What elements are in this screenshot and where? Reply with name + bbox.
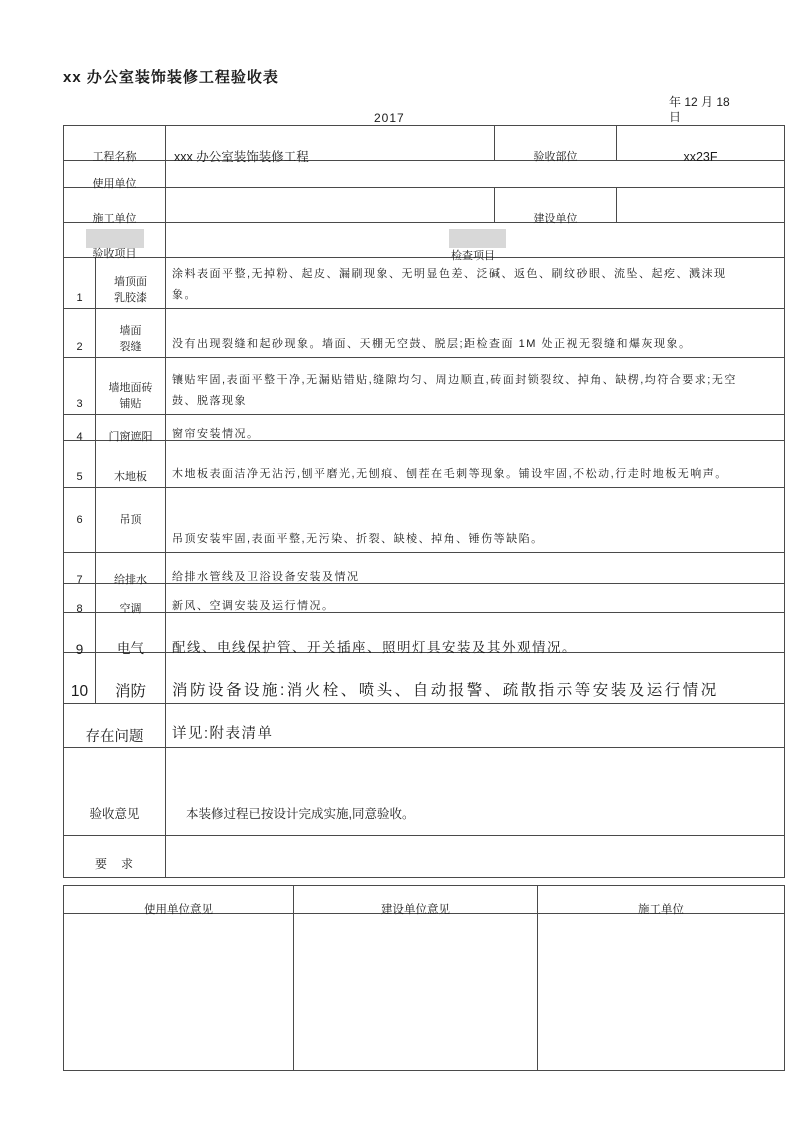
opinion-label: 验收意见 — [89, 807, 140, 821]
item-name: 给排水 — [114, 574, 147, 586]
item-desc-cell — [166, 309, 785, 358]
table-row — [64, 161, 785, 188]
item-no-cell — [64, 441, 96, 488]
item-name-cell — [96, 488, 166, 553]
item-no-cell — [64, 488, 96, 553]
require-value-cell — [166, 836, 785, 878]
construct-unit-header — [538, 886, 785, 914]
opinion-label-cell — [64, 748, 166, 836]
highlight-box — [449, 229, 506, 248]
acceptance-part-label-cell — [495, 126, 617, 161]
item-name-cell — [96, 653, 166, 704]
item-no-cell — [64, 613, 96, 657]
item-name: 墙面 裂缝 — [119, 325, 142, 353]
item-no: 7 — [76, 574, 83, 586]
item-desc: 新风、空调安装及运行情况。 — [172, 600, 335, 612]
table-row — [64, 553, 785, 584]
table-row — [64, 914, 785, 1071]
table-row — [64, 704, 785, 748]
opinion-value-cell — [166, 748, 785, 836]
item-desc: 没有出现裂缝和起砂现象。墙面、天棚无空鼓、脱层;距检查面 1M 处正视无裂缝和爆灰现象。 — [172, 338, 692, 350]
item-name-cell — [96, 415, 166, 441]
item-name-cell — [96, 553, 166, 584]
use-unit-opinion-label: 使用单位意见 — [144, 904, 213, 916]
table-row — [64, 441, 785, 488]
table-row — [64, 415, 785, 441]
table-row — [64, 309, 785, 358]
document-title: xx 办公室装饰装修工程验收表 — [63, 69, 279, 86]
item-name: 消防 — [114, 683, 146, 700]
item-name: 空调 — [119, 603, 142, 615]
item-name: 吊顶 — [119, 514, 142, 526]
item-no-cell — [64, 258, 96, 309]
acceptance-part-value: xx23F — [683, 150, 718, 164]
table-row — [64, 188, 785, 223]
project-name-value: xxx 办公室装饰装修工程 — [174, 150, 309, 164]
construction-unit-label-cell — [64, 188, 166, 223]
table-row — [64, 613, 785, 653]
item-desc: 消防设备设施:消火栓、喷头、自动报警、疏散指示等安装及运行情况 — [172, 682, 719, 699]
table-row — [64, 126, 785, 161]
item-no-cell — [64, 553, 96, 584]
table-row — [64, 258, 785, 309]
item-no: 1 — [76, 292, 83, 304]
item-desc: 配线、电线保护管、开关插座、照明灯具安装及其外观情况。 — [172, 640, 577, 655]
item-name: 墙地面砖 铺贴 — [108, 382, 153, 410]
item-name-cell — [96, 441, 166, 488]
build-unit-opinion-label: 建设单位意见 — [381, 904, 450, 916]
opinion-value: 本装修过程已按设计完成实施,同意验收。 — [186, 807, 415, 821]
item-desc-cell — [166, 358, 785, 415]
item-name: 电气 — [117, 641, 144, 656]
project-name-value-cell — [166, 126, 495, 164]
item-desc-cell — [166, 258, 785, 309]
item-desc-cell — [166, 441, 785, 488]
problems-value: 详见:附表清单 — [172, 726, 274, 742]
item-name: 门窗遮阳 — [108, 431, 153, 443]
item-desc: 窗帘安装情况。 — [172, 428, 260, 440]
item-desc-cell — [166, 653, 785, 704]
build-unit-value-cell — [617, 188, 785, 223]
item-no-cell — [64, 358, 96, 415]
problems-label: 存在问题 — [85, 729, 144, 745]
item-name-cell — [96, 358, 166, 415]
table-row — [64, 653, 785, 704]
problems-label-cell — [64, 704, 166, 748]
item-no: 6 — [76, 513, 83, 526]
table-row — [64, 488, 785, 553]
problems-value-cell — [166, 704, 785, 748]
construction-unit-label: 施工单位 — [92, 213, 137, 225]
item-desc: 涂料表面平整,无掉粉、起皮、漏刷现象、无明显色差、泛碱、返色、刷纹砂眼、流坠、起疙、溅沫现象。 — [172, 268, 727, 301]
item-no: 8 — [76, 603, 83, 615]
construct-unit-label: 施工单位 — [638, 904, 684, 916]
table-row — [64, 358, 785, 415]
item-desc-cell — [166, 613, 785, 653]
use-unit-opinion-header — [64, 886, 294, 914]
table-row — [64, 836, 785, 878]
build-unit-label-cell — [495, 188, 617, 223]
acceptance-part-value-cell — [617, 126, 785, 164]
build-unit-opinion-header — [294, 886, 538, 914]
date-block — [669, 95, 749, 125]
date-year: 2017 — [374, 111, 405, 125]
construct-unit-area — [538, 914, 785, 1071]
require-label-cell — [64, 836, 166, 878]
item-no: 2 — [76, 341, 83, 353]
item-name-cell — [96, 258, 166, 309]
item-no-cell — [64, 415, 96, 441]
date-month-day: 年 12 月 18 — [669, 95, 730, 109]
table-row — [64, 748, 785, 836]
item-name: 木地板 — [114, 471, 147, 483]
check-item-header-cell — [166, 223, 785, 262]
item-desc-cell — [166, 488, 785, 553]
item-desc-cell — [166, 553, 785, 584]
acceptance-part-label: 验收部位 — [533, 151, 578, 163]
item-desc: 木地板表面洁净无沾污,刨平磨光,无刨痕、刨茬在毛刺等现象。铺设牢固,不松动,行走时地板无响声。 — [172, 468, 728, 480]
item-desc-cell — [166, 415, 785, 441]
table-row — [64, 223, 785, 258]
item-no-cell — [64, 653, 96, 704]
item-no: 9 — [75, 642, 84, 657]
check-item-label: 检查项目 — [451, 250, 495, 262]
date-day-suffix: 日 — [669, 110, 682, 124]
item-name-cell — [96, 309, 166, 358]
require-label: 要 求 — [94, 857, 134, 871]
item-desc: 镶贴牢固,表面平整干净,无漏贴错贴,缝隙均匀、周边顺直,砖面封锁裂纹、掉角、缺楞,均符合要求;无空鼓、脱落现象 — [172, 374, 737, 407]
accept-item-label: 验收项目 — [92, 248, 137, 260]
use-unit-label: 使用单位 — [92, 178, 137, 190]
build-unit-opinion-area — [294, 914, 538, 1071]
item-no: 3 — [76, 398, 83, 410]
item-desc: 吊顶安装牢固,表面平整,无污染、折裂、缺棱、掉角、锤伤等缺陷。 — [172, 533, 544, 545]
item-name: 墙顶面 乳胶漆 — [114, 276, 147, 304]
build-unit-label: 建设单位 — [533, 213, 578, 225]
item-name-cell — [96, 613, 166, 656]
project-name-label: 工程名称 — [92, 151, 137, 163]
item-no-cell — [64, 309, 96, 358]
acceptance-table — [63, 125, 785, 878]
signature-table — [63, 885, 785, 1071]
construction-unit-value-cell — [166, 188, 495, 223]
project-name-label-cell — [64, 126, 166, 161]
table-row — [64, 886, 785, 914]
item-no: 5 — [76, 471, 83, 483]
use-unit-opinion-area — [64, 914, 294, 1071]
accept-item-header-cell — [64, 223, 166, 258]
item-desc: 给排水管线及卫浴设备安装及情况 — [172, 571, 360, 583]
item-no: 10 — [70, 683, 89, 700]
item-no: 4 — [76, 431, 83, 443]
